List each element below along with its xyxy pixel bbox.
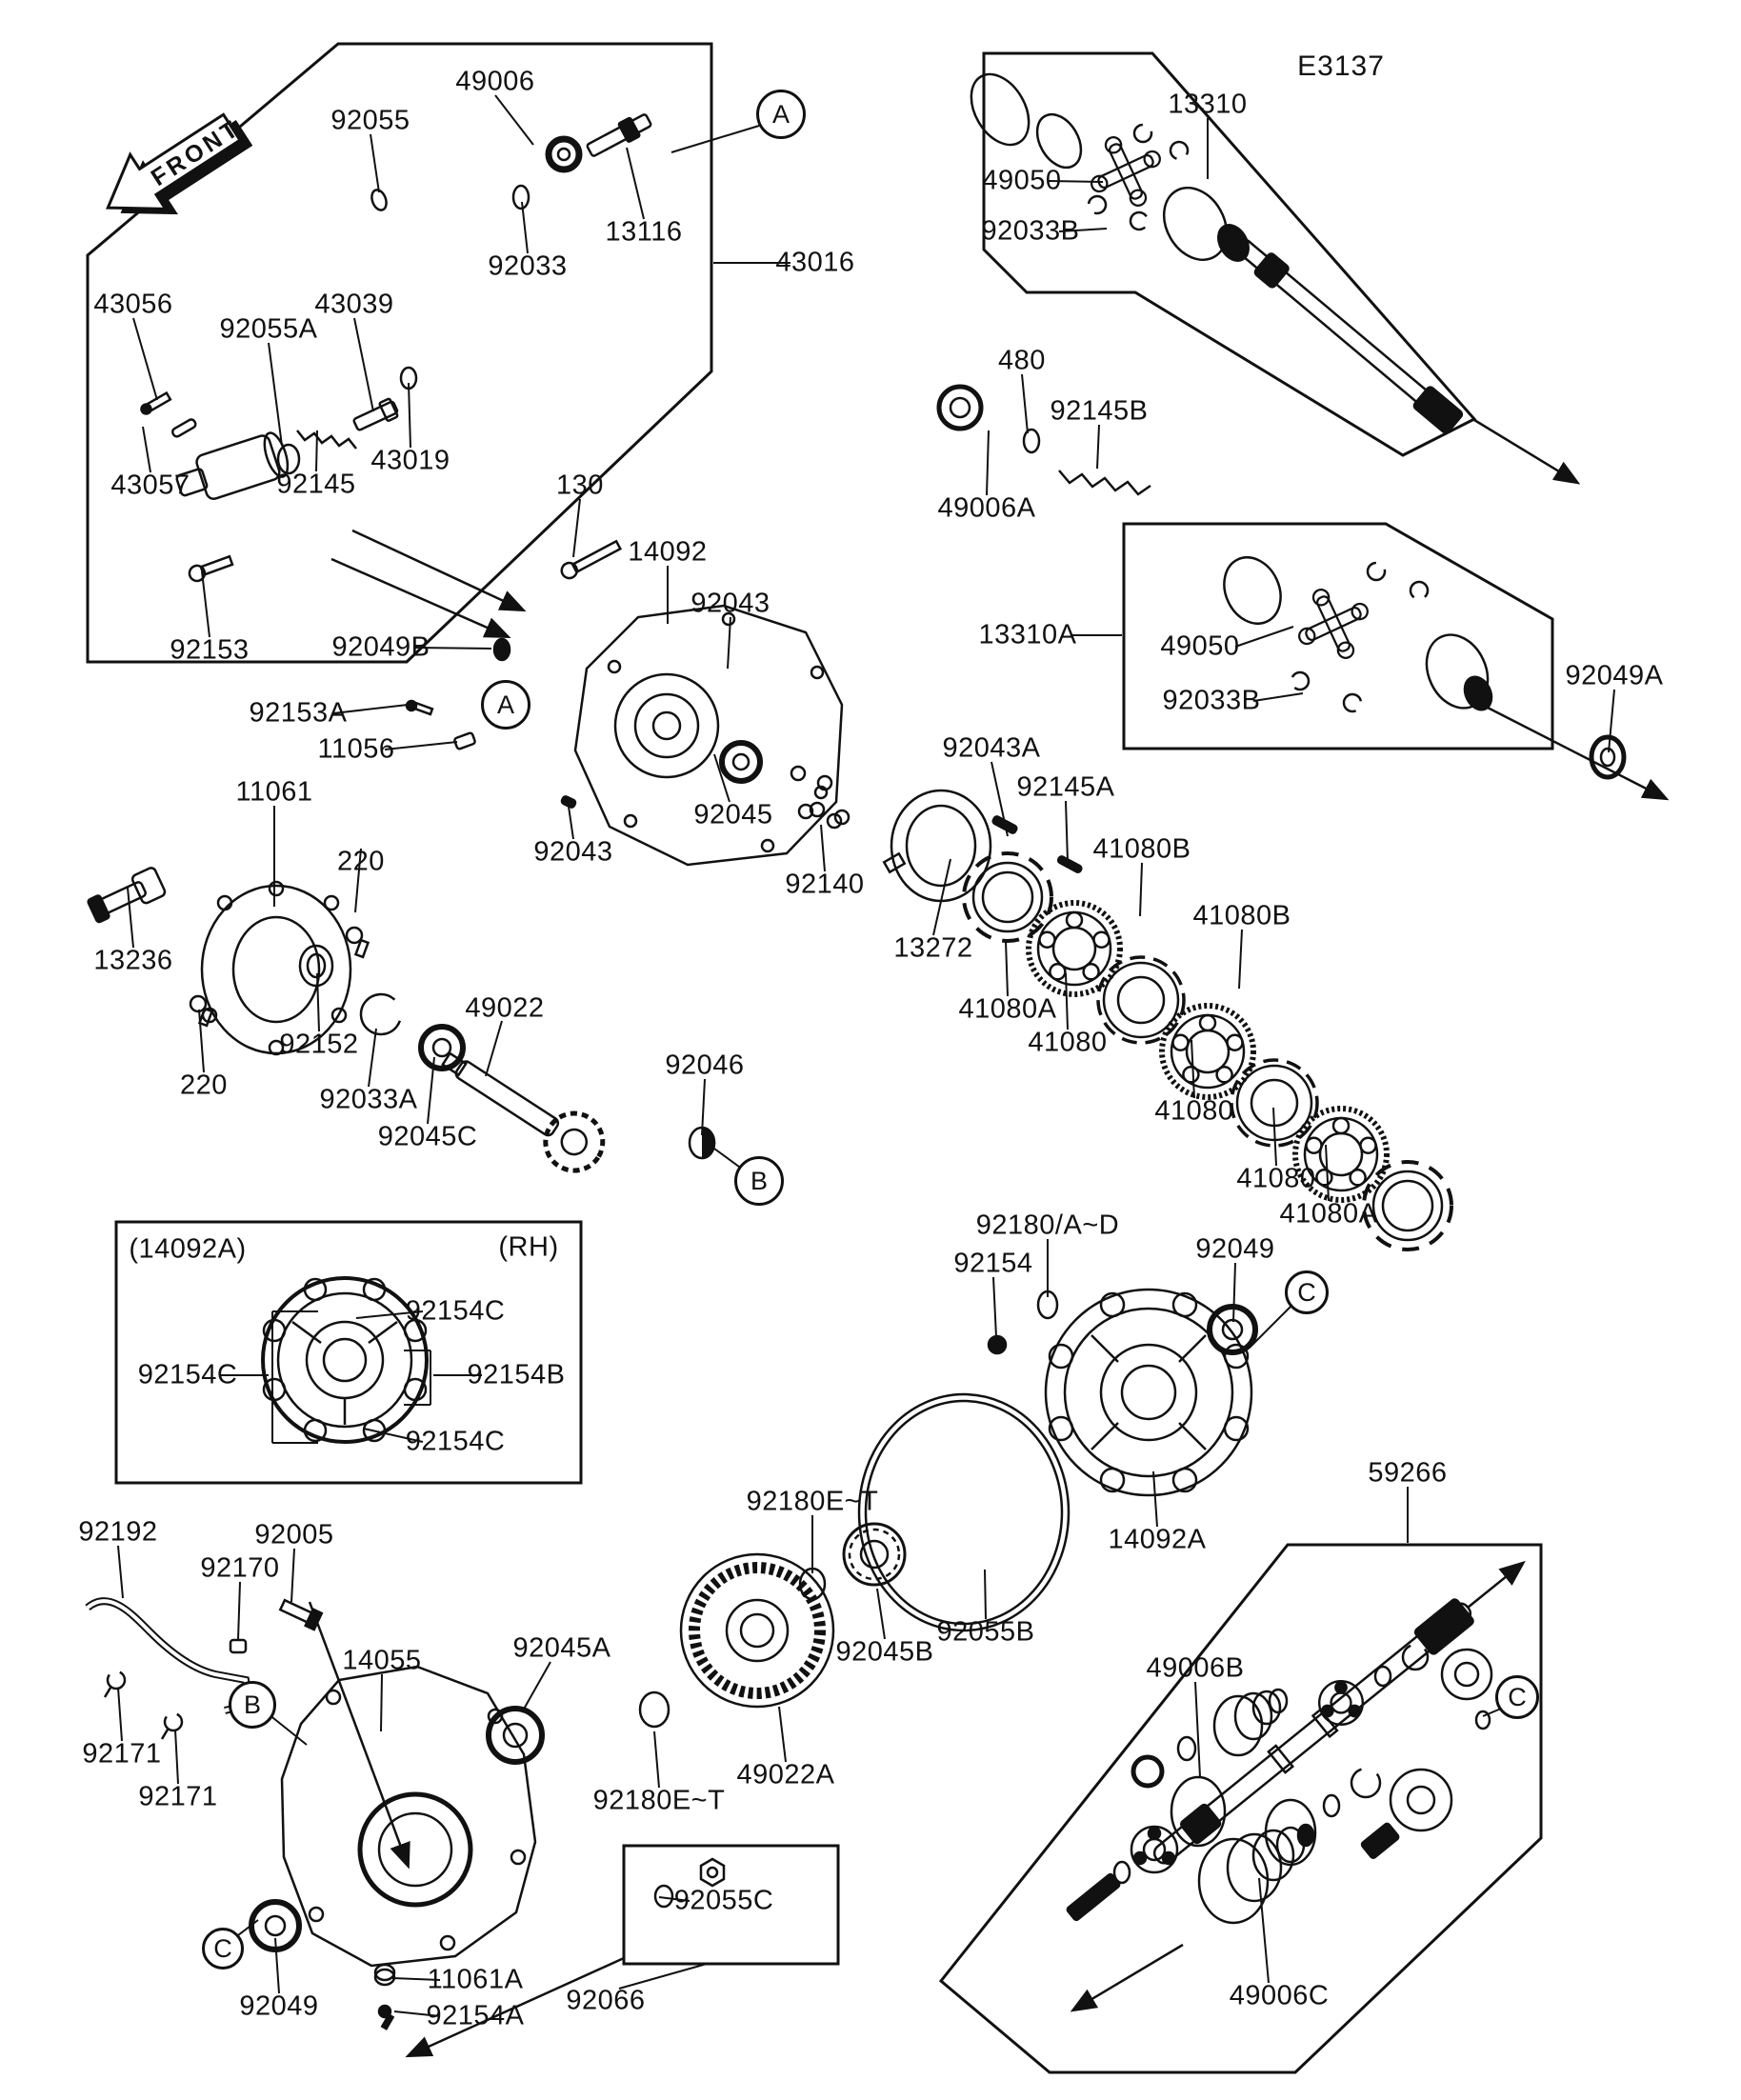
part-label: 92180E~T [746,1486,879,1517]
part-label: (14092A) [129,1233,247,1265]
part-label: 41080 [1154,1095,1234,1127]
inset-bracket [272,1311,430,1443]
front-arrow-label: FRONT [146,113,246,192]
part-label: 41080B [1092,833,1191,865]
part-label: 59266 [1368,1457,1448,1489]
part-label: 92154 [953,1248,1033,1279]
yoke-icon [1213,549,1291,633]
part-label: 13116 [605,216,683,248]
bearing-icon [421,1027,463,1069]
part-label: 92055 [330,105,410,136]
part-label: 49022A [736,1759,835,1790]
part-label: 43019 [370,445,450,476]
plug-icon [989,1336,1006,1353]
part-label: 220 [337,846,385,877]
part-label: 43016 [775,247,855,278]
oring-icon [1114,1862,1130,1883]
snap-ring-icon [1288,669,1311,692]
pin-icon [1057,855,1082,872]
cv-joint-icon [1361,1770,1451,1859]
yoke-icon [1151,176,1239,270]
bearing-icon [722,743,760,781]
part-label: 92140 [785,869,865,900]
callout-circle-c: C [1285,1270,1329,1314]
clamp-icon [162,1713,182,1739]
part-label: 92005 [254,1519,334,1550]
spline-stub-icon [1067,1873,1121,1921]
callout-circle-c: C [1495,1675,1539,1719]
clamp-icon [454,732,476,750]
part-label: 92045A [512,1632,611,1664]
ring-gear-icon [681,1554,833,1707]
part-label: 41080A [1279,1198,1378,1230]
part-label: 14055 [342,1645,422,1676]
part-label: 92043 [533,836,613,868]
plunger-icon [351,397,400,433]
part-label: 92154C [137,1359,238,1390]
snap-ring-icon [1134,125,1151,142]
part-label: 220 [180,1070,228,1101]
part-label: 11061A [427,1964,524,1995]
yoke-icon [959,64,1040,154]
snap-ring-icon [1368,563,1385,580]
cylinder-body-icon [172,430,292,509]
part-label: 92145B [1050,395,1149,427]
u-joint-spider-icon [1077,123,1175,221]
screw-icon [407,701,432,714]
callout-circle-a: A [481,680,530,730]
part-label: 92033B [1162,685,1261,716]
part-label: 92049 [1195,1233,1275,1265]
part-label: 92045B [835,1636,934,1668]
page-code: E3137 [1297,50,1385,82]
part-label: 480 [998,345,1046,376]
propeller-shaft-13310A-parts [939,387,1624,777]
part-label: 92180E~T [592,1785,726,1816]
part-label: 13310 [1168,89,1248,120]
part-label: 43056 [93,289,173,320]
callout-circle-c: C [202,1928,244,1970]
part-label: 92171 [138,1781,218,1812]
snap-ring-icon [1403,1645,1428,1670]
screw-icon [379,2006,393,2029]
cam-disc-icon [964,853,1051,941]
part-label: 92192 [78,1516,158,1548]
fitting-icon [279,1597,322,1630]
callout-circle-a: A [756,90,806,139]
ball-icon [791,767,805,780]
clamp-icon [105,1671,125,1697]
plug-icon [494,639,510,660]
part-label: 49022 [465,992,545,1024]
joint-icon [86,867,166,926]
oring-icon [1324,1795,1339,1816]
part-label: 49006C [1229,1980,1330,2011]
ring-icon [1375,1667,1391,1686]
part-label: 49006 [455,66,535,97]
part-label: 41080 [1028,1027,1108,1058]
bolt-icon [190,996,211,1026]
part-label: 92055C [673,1885,774,1916]
part-label: 14092A [1108,1524,1207,1555]
part-label: 92145 [276,469,356,500]
callout-circle-b: B [734,1156,784,1206]
vent-hose-icon [88,1601,250,1710]
part-label: 11056 [317,733,395,765]
part-label: 92145A [1016,771,1115,803]
cv-boot-icon [1199,1825,1313,1923]
output-shaft-43016-parts [370,110,653,212]
part-label: 92154C [405,1426,506,1457]
part-label: 92033A [319,1084,418,1115]
oring-icon [1178,1737,1195,1760]
part-label: 92152 [279,1029,359,1060]
snap-ring-icon [1343,693,1363,713]
part-label: 92045C [377,1121,478,1152]
part-label: (RH) [498,1231,559,1263]
part-label: 92154B [467,1359,566,1390]
bolt-icon [188,553,234,583]
seal-icon [489,1709,542,1762]
part-label: 92049B [331,631,430,663]
large-oring-icon [859,1394,1069,1630]
snap-ring-icon [352,986,409,1042]
oring-icon [640,1692,669,1727]
nut-icon [701,1859,724,1886]
washer-icon [513,186,529,209]
part-label: 92033 [488,250,568,282]
part-label: 41080 [1236,1163,1316,1194]
part-label: 92153A [249,697,348,729]
plate-disc-icon [1098,957,1184,1043]
coupling-icon [939,387,981,429]
front-arrow [90,96,262,245]
part-label: 43057 [110,470,190,501]
snap-ring-icon [1086,193,1108,215]
part-label: 92055A [219,313,318,345]
spring-icon [1059,470,1151,494]
outline-43016-box [88,44,711,662]
part-label: 49050 [982,165,1062,196]
part-label: 11061 [235,776,313,808]
part-label: 14092 [628,536,708,568]
part-label: 92171 [82,1738,162,1770]
snap-ring-icon [1168,139,1191,163]
part-label: 92180/A~D [975,1210,1120,1241]
part-label: 92066 [566,1985,646,2016]
part-label: 92043 [690,588,770,619]
part-label: 92154C [405,1295,506,1327]
washer-icon [655,1886,672,1907]
part-label: 41080B [1192,900,1291,931]
part-label: 92049 [239,1990,319,2022]
part-label: 92043A [942,732,1041,764]
part-label: 92055B [936,1616,1035,1648]
friction-disc-icon [1162,1006,1253,1097]
part-label: 41080A [958,993,1057,1025]
part-label: 43039 [314,289,394,320]
part-label: 92154A [426,2000,525,2031]
axle-kit-59266-parts [1067,1595,1491,1923]
cv-joint-icon [1442,1650,1491,1699]
cv-cage-icon [1319,1681,1363,1725]
part-label: 13272 [893,932,973,964]
gear-case-14092-parts [407,606,849,868]
spring-icon [297,430,356,449]
oring-icon [1024,430,1039,452]
u-joint-spider-icon [1285,575,1383,673]
part-label: 92170 [200,1552,280,1584]
part-label: 130 [556,470,604,501]
part-label: 92046 [665,1050,745,1081]
part-label: 49006A [937,492,1036,524]
shaft-icon [1231,232,1464,434]
bearing-icon [549,139,579,170]
cap-icon [1133,1757,1162,1786]
clamp-icon [230,1640,246,1652]
bolt-icon [559,538,622,581]
part-label: 13310A [978,619,1077,650]
callout-circle-b: B [229,1681,276,1729]
snap-ring-icon [1407,578,1431,602]
pin-icon [171,418,197,438]
snap-ring-icon [1351,1769,1380,1797]
friction-disc-icon [1029,903,1120,994]
snap-ring-icon [1128,210,1151,233]
part-label: 49050 [1160,630,1240,662]
cap-icon [1591,737,1624,777]
part-label: 92049A [1565,660,1664,691]
shaft-icon [585,110,653,160]
part-label: 13236 [93,945,173,976]
part-label: 92033B [981,215,1080,247]
bearing-cover-icon [1046,1290,1251,1495]
part-label: 49006B [1146,1652,1245,1684]
part-label: 92045 [693,799,773,830]
part-label: 92153 [170,634,250,666]
